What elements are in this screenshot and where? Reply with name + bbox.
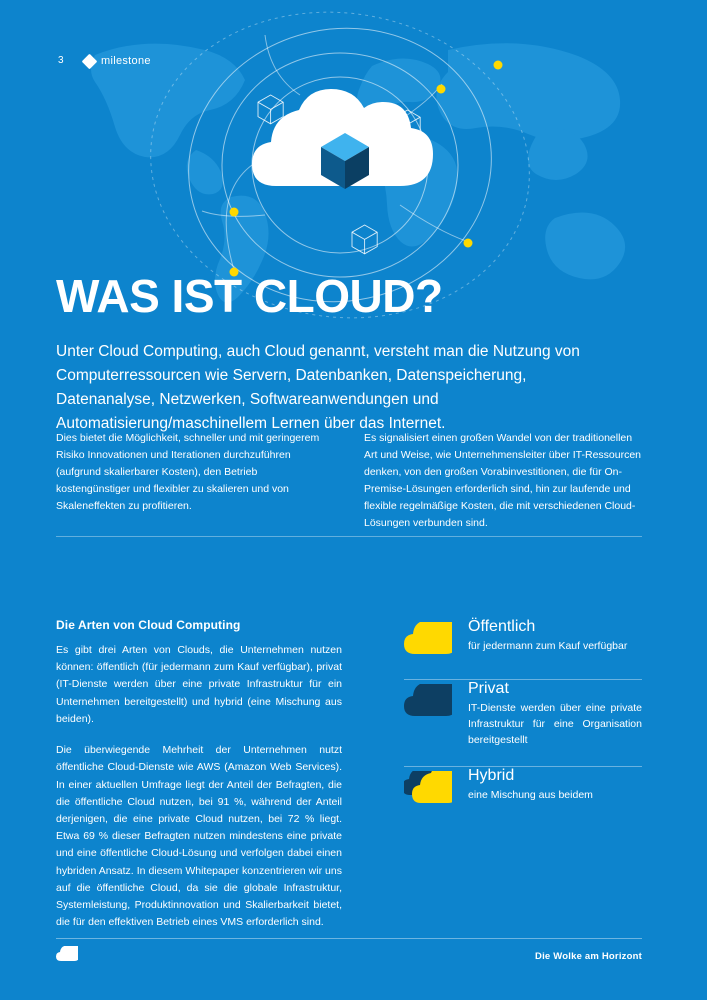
hybrid-cloud-title: Hybrid [468, 767, 515, 785]
footer-cloud-icon [56, 946, 78, 967]
cloud-icon-dark-blue [404, 680, 452, 723]
private-cloud-description: IT-Dienste werden über eine private Infrastruktur für eine Organisation bereitgestellt [468, 701, 642, 746]
intro-column-left: Dies bietet die Möglichkeit, schneller und mit geringerem Risiko Innovationen und Iterationen durchzuführen (aufgrund skalierbarer Kosten), den Betrieb kostengünstiger und flexibler zu skalieren und von Skaleneffekten zu profitieren. [56, 432, 320, 512]
intro-column-right: Es signalisiert einen großen Wandel von der traditionellen Art und Weise, wie Unternehmensleiter über IT-Ressourcen denken, von den großen Vorabinvestitionen, die für On-Premise-Lösungen erforderlich sind, hin zur laufende und flexible regelmäßige Kosten, die mit verschiedenen Cloud-Lösungen verbunden sind. [364, 432, 642, 529]
brand-logo [84, 55, 151, 67]
section-paragraph-1: Es gibt drei Arten von Clouds, die Unternehmen nutzen können: öffentlich (für jedermann zum Kauf verfügbar), privat (IT-Dienste werden über eine private Infrastruktur für ein Unternehmen bereitgestellt) und hybrid (eine Mischung aus beiden). [56, 644, 342, 725]
cloud-types-text-column [56, 618, 342, 946]
hybrid-cloud-text [468, 767, 593, 804]
public-cloud-text [468, 618, 627, 655]
public-cloud-title: Öffentlich [468, 618, 536, 635]
brand-name: milestone [101, 55, 151, 67]
lower-section [56, 618, 642, 946]
footer-divider [56, 938, 642, 939]
page-number: 3 [58, 55, 64, 66]
list-item-public-cloud [404, 618, 642, 679]
section-divider [56, 536, 642, 537]
private-cloud-text [468, 680, 642, 748]
section-heading: Die Arten von Cloud Computing [56, 618, 241, 632]
hybrid-cloud-description: eine Mischung aus beidem [468, 789, 593, 802]
milestone-diamond-icon [82, 53, 98, 69]
cloud-icon-yellow [404, 618, 452, 661]
public-cloud-description: für jedermann zum Kauf verfügbar [468, 639, 628, 652]
cloud-types-list [404, 618, 642, 946]
list-item-hybrid-cloud [404, 767, 642, 828]
private-cloud-title: Privat [468, 680, 509, 697]
cloud-icon-hybrid [404, 767, 452, 810]
section-paragraph-2: Die überwiegende Mehrheit der Unternehmen nutzt öffentliche Cloud-Dienste wie AWS (Amazon Web Services). In einer aktuellen Umfrage liegt der Anteil der Befragten, die die öffentliche Cloud nutzen, bei 91 %, während der Anteil derjenigen, die eine private Cloud nutzen, bei 72 % liegt. Etwa 69 % dieser Befragten nutzen mindestens eine private und eine öffentliche Cloud-Lösung und verfolgen dabei einen hybriden Ansatz. In diesem Whitepaper konzentrieren wir uns auf die öffentliche Cloud, da sie die globale Infrastruktur, Systemleistung, Produktinnovation und Skalierbarkeit bietet, die für den effektiven Betrieb eines VMS erforderlich sind. [56, 744, 342, 929]
list-item-private-cloud [404, 680, 642, 766]
footer-title: Die Wolke am Horizont [535, 951, 642, 962]
page-footer [56, 946, 642, 967]
intro-columns [56, 430, 642, 532]
page-title: WAS IST CLOUD? [56, 270, 443, 322]
lead-paragraph: Unter Cloud Computing, auch Cloud genannt, versteht man die Nutzung von Computerressourcen wie Servern, Datenbanken, Datenspeicherung, Datenanalyse, Netzwerken, Softwareanwendungen und Automatisierung/maschinellem Lernen über das Internet. [56, 343, 580, 433]
